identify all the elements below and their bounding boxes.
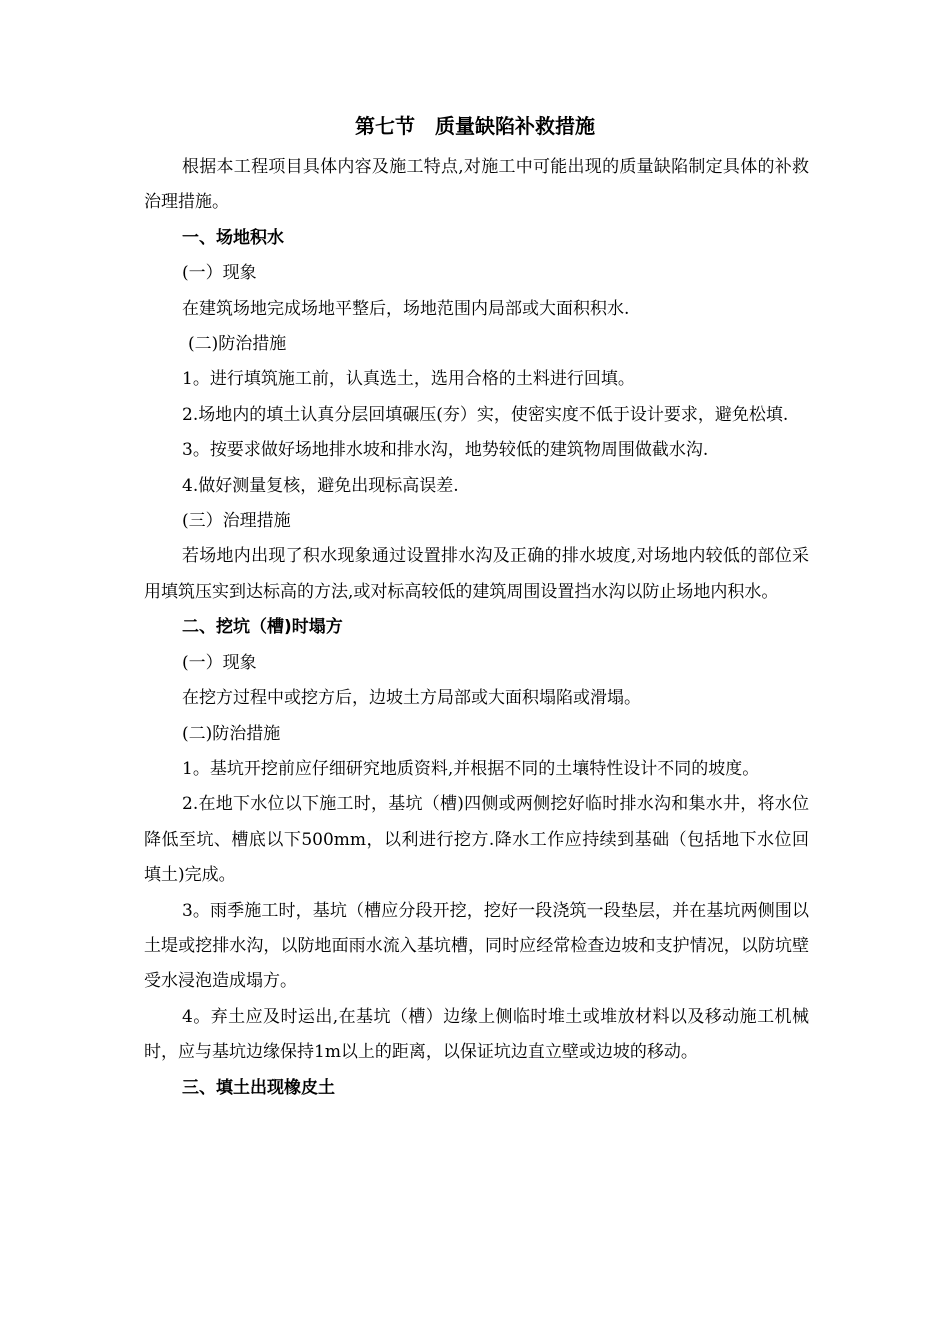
subheading-prevention: (二)防治措施 xyxy=(182,723,281,744)
list-item: 4。弃土应及时运出,在基坑（槽）边缘上侧临时堆土或堆放材料以及移动施工机械时，应与基坑边缘保持1m以上的距离，以保证坑边直立壁或边坡的移动。 xyxy=(144,1006,809,1063)
list-item: 3。雨季施工时，基坑（槽应分段开挖，挖好一段浇筑一段垫层，并在基坑两侧围以土堤或挖排水沟，以防地面雨水流入基坑槽，同时应经常检查边坡和支护情况，以防坑壁受水浸泡造成塌方。 xyxy=(144,900,809,992)
phenomenon-paragraph: 在建筑场地完成场地平整后，场地范围内局部或大面积积水. xyxy=(182,298,630,319)
intro-paragraph: 根据本工程项目具体内容及施工特点,对施工中可能出现的质量缺陷制定具体的补救治理措施。 xyxy=(144,157,809,213)
document-body xyxy=(144,150,809,1106)
heading-excavation-collapse: 二、挖坑（槽)时塌方 xyxy=(182,617,343,638)
list-item: 2.在地下水位以下施工时，基坑（槽)四侧或两侧挖好临时排水沟和集水井，将水位降低至坑、槽底以下500mm，以利进行挖方.降水工作应持续到基础（包括地下水位回填土)完成。 xyxy=(144,794,809,886)
list-item: 2.场地内的填土认真分层回填碾压(夯）实，使密实度不低于设计要求，避免松填. xyxy=(182,404,789,425)
subheading-prevention: (二)防治措施 xyxy=(188,334,287,355)
section-title: 第七节 质量缺陷补救措施 xyxy=(355,114,595,138)
heading-site-water: 一、场地积水 xyxy=(182,227,284,248)
subheading-treatment: (三）治理措施 xyxy=(182,511,291,532)
subheading-phenomenon: (一）现象 xyxy=(182,263,257,284)
phenomenon-paragraph: 在挖方过程中或挖方后，边坡土方局部或大面积塌陷或滑塌。 xyxy=(182,688,641,709)
list-item: 3。按要求做好场地排水坡和排水沟，地势较低的建筑物周围做截水沟. xyxy=(182,440,709,461)
subheading-phenomenon: (一）现象 xyxy=(182,652,257,673)
treatment-paragraph: 若场地内出现了积水现象通过设置排水沟及正确的排水坡度,对场地内较低的部位采用填筑压实到达标高的方法,或对标高较低的建筑周围设置挡水沟以防止场地内积水。 xyxy=(144,546,809,602)
heading-rubber-soil: 三、填土出现橡皮土 xyxy=(182,1077,335,1098)
list-item: 1。进行填筑施工前，认真选土，选用合格的土料进行回填。 xyxy=(182,369,635,390)
list-item: 1。基坑开挖前应仔细研究地质资料,并根据不同的土壤特性设计不同的坡度。 xyxy=(182,758,760,779)
list-item: 4.做好测量复核，避免出现标高误差. xyxy=(182,475,459,496)
